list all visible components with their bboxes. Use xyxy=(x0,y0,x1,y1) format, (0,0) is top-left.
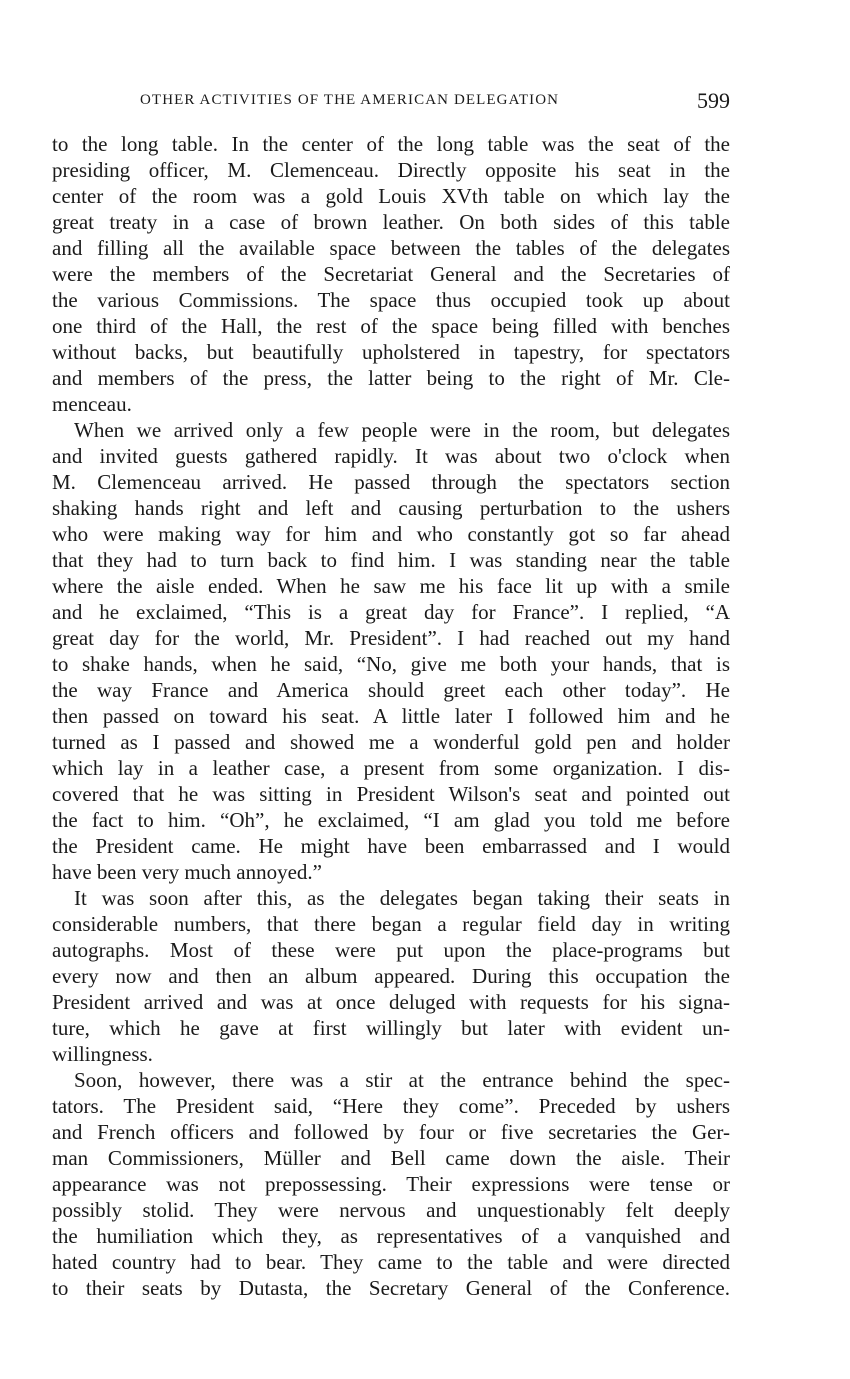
text-line: ture, which he gave at first willingly but later with evident un- xyxy=(52,1016,730,1040)
text-line: and filling all the available space between the tables of the delegates xyxy=(52,236,730,260)
text-line: one third of the Hall, the rest of the space being filled with benches xyxy=(52,314,730,338)
text-line: hated country had to bear. They came to the table and were directed xyxy=(52,1250,730,1274)
page-number: 599 xyxy=(697,88,730,113)
text-line: great treaty in a case of brown leather. On both sides of this table xyxy=(52,210,730,234)
text-line: where the aisle ended. When he saw me his face lit up with a smile xyxy=(52,574,730,598)
text-line: M. Clemenceau arrived. He passed through the spectators section xyxy=(52,470,730,494)
text-line: the humiliation which they, as representatives of a vanquished and xyxy=(52,1224,730,1248)
text-line: the fact to him. “Oh”, he exclaimed, “I am glad you told me before xyxy=(52,808,730,832)
text-line: to the long table. In the center of the long table was the seat of the xyxy=(52,132,730,156)
text-line: and invited guests gathered rapidly. It was about two o'clock when xyxy=(52,444,730,468)
text-line: that they had to turn back to find him. I was standing near the table xyxy=(52,548,730,572)
text-line: tators. The President said, “Here they come”. Preceded by ushers xyxy=(52,1094,730,1118)
text-line: every now and then an album appeared. During this occupation the xyxy=(52,964,730,988)
text-line: possibly stolid. They were nervous and unquestionably felt deeply xyxy=(52,1198,730,1222)
text-line: appearance was not prepossessing. Their expressions were tense or xyxy=(52,1172,730,1196)
text-line: to their seats by Dutasta, the Secretary General of the Conference. xyxy=(52,1276,730,1300)
text-line: which lay in a leather case, a present from some organization. I dis- xyxy=(52,756,730,780)
body-text xyxy=(52,131,730,1301)
paragraph-4 xyxy=(52,1067,730,1301)
text-line: the way France and America should greet each other today”. He xyxy=(52,678,730,702)
paragraph-2 xyxy=(52,417,730,885)
text-line: great day for the world, Mr. President”. I had reached out my hand xyxy=(52,626,730,650)
text-line: autographs. Most of these were put upon the place-programs but xyxy=(52,938,730,962)
text-line: Soon, however, there was a stir at the entrance behind the spec- xyxy=(74,1068,730,1092)
text-line: When we arrived only a few people were in the room, but delegates xyxy=(74,418,730,442)
text-line: have been very much annoyed.” xyxy=(52,860,322,884)
text-line: and French officers and followed by four or five secretaries the Ger- xyxy=(52,1120,730,1144)
text-line: the various Commissions. The space thus occupied took up about xyxy=(52,288,730,312)
text-line: It was soon after this, as the delegates began taking their seats in xyxy=(74,886,730,910)
text-line: willingness. xyxy=(52,1042,153,1066)
text-line: menceau. xyxy=(52,392,132,416)
paragraph-3 xyxy=(52,885,730,1067)
text-line: President arrived and was at once deluged with requests for his signa- xyxy=(52,990,730,1014)
text-line: without backs, but beautifully upholstered in tapestry, for spectators xyxy=(52,340,730,364)
text-line: the President came. He might have been embarrassed and I would xyxy=(52,834,730,858)
text-line: man Commissioners, Müller and Bell came down the aisle. Their xyxy=(52,1146,730,1170)
text-line: presiding officer, M. Clemenceau. Directly opposite his seat in the xyxy=(52,158,730,182)
text-line: center of the room was a gold Louis XVth table on which lay the xyxy=(52,184,730,208)
text-line: and he exclaimed, “This is a great day for France”. I replied, “A xyxy=(52,600,730,624)
text-line: were the members of the Secretariat General and the Secretaries of xyxy=(52,262,730,286)
text-line: turned as I passed and showed me a wonderful gold pen and holder xyxy=(52,730,730,754)
running-head xyxy=(52,88,732,116)
text-line: shaking hands right and left and causing perturbation to the ushers xyxy=(52,496,730,520)
text-line: to shake hands, when he said, “No, give me both your hands, that is xyxy=(52,652,730,676)
text-line: who were making way for him and who constantly got so far ahead xyxy=(52,522,730,546)
text-line: then passed on toward his seat. A little later I followed him and he xyxy=(52,704,730,728)
text-line: and members of the press, the latter being to the right of Mr. Cle- xyxy=(52,366,730,390)
text-line: considerable numbers, that there began a regular field day in writing xyxy=(52,912,730,936)
running-title: OTHER ACTIVITIES OF THE AMERICAN DELEGATION xyxy=(140,92,560,108)
paragraph-1 xyxy=(52,131,730,417)
text-line: covered that he was sitting in President Wilson's seat and pointed out xyxy=(52,782,730,806)
